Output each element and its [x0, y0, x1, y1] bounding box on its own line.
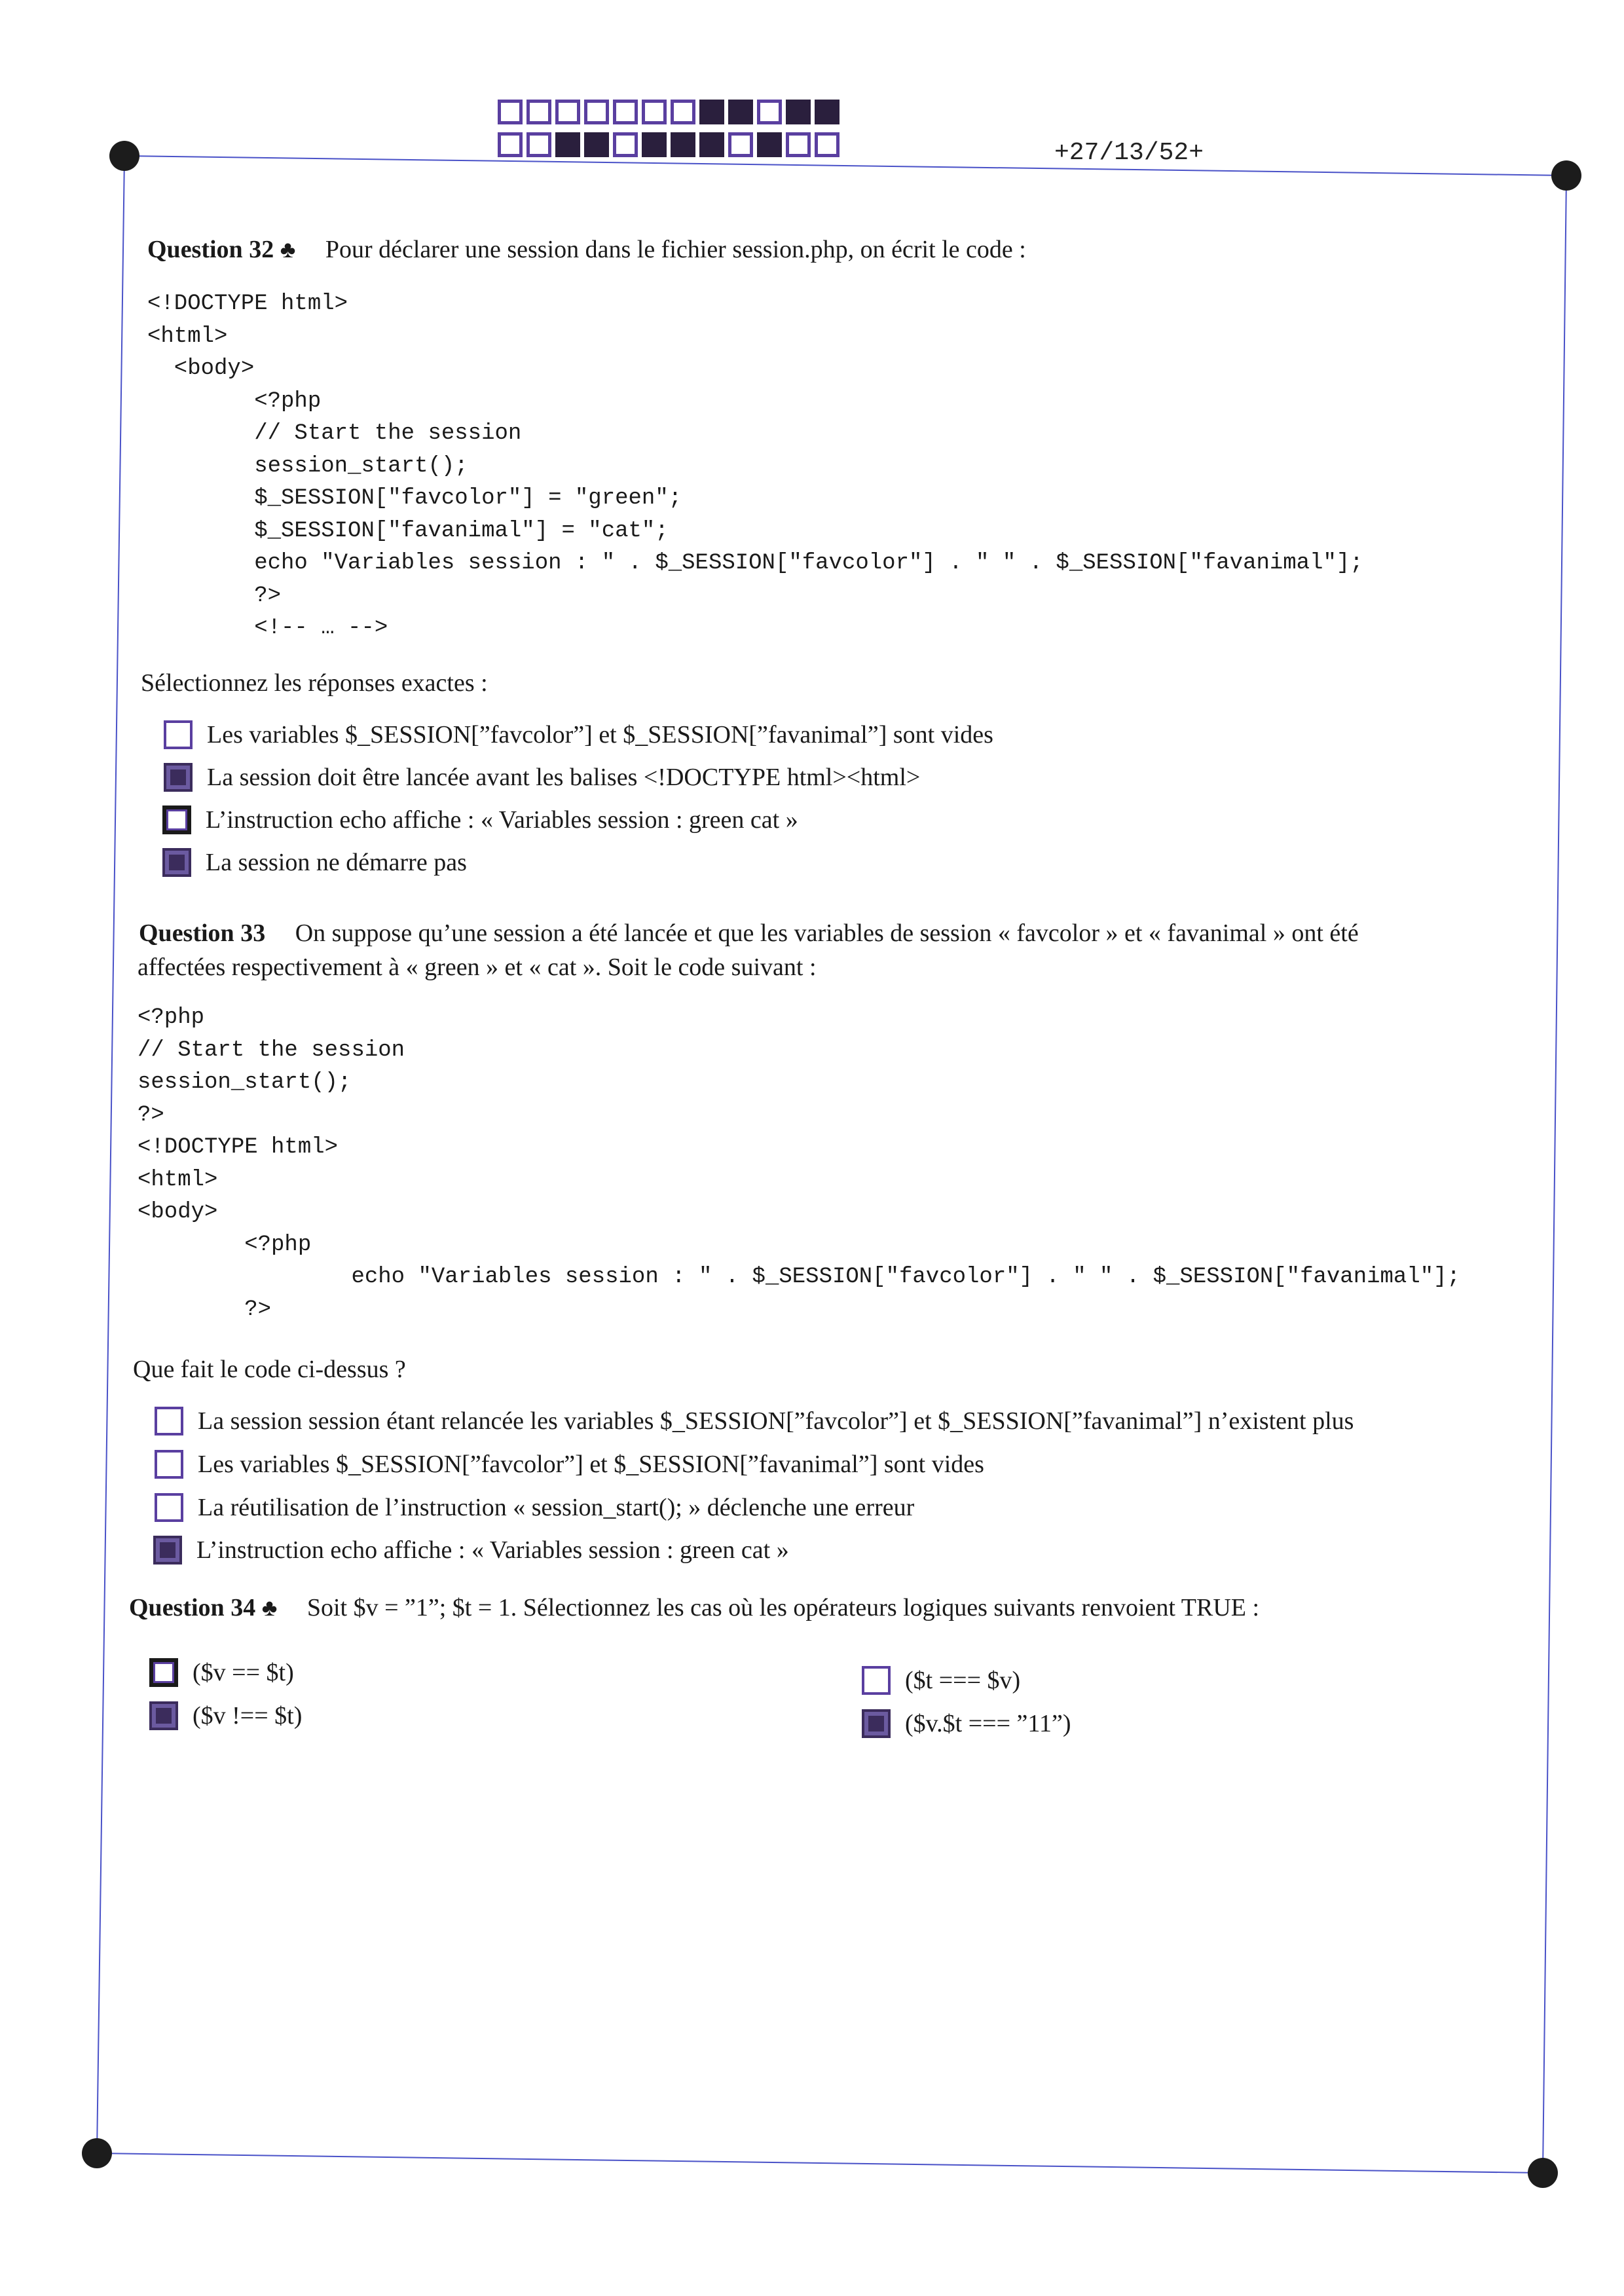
q34-answer-text: ($v.$t === ”11”) — [905, 1710, 1071, 1737]
q34-answer-text: ($v !== $t) — [193, 1702, 303, 1730]
barcode-cell — [555, 100, 580, 124]
barcode-cell — [584, 132, 609, 157]
question-33-text: On suppose qu’une session a été lancée et que les variables de session « favcolor » et « favanimal » ont été — [295, 919, 1359, 947]
q32-answer-text: L’instruction echo affiche : « Variables session : green cat » — [206, 806, 798, 834]
q33-answer[interactable] — [155, 1492, 914, 1523]
barcode-cell — [584, 100, 609, 124]
club-icon: ♣ — [261, 1595, 278, 1621]
q32-answer[interactable] — [164, 762, 920, 793]
corner-marker-top-right — [1551, 160, 1581, 191]
barcode-cell — [671, 132, 695, 157]
q33-answer[interactable] — [155, 1449, 984, 1480]
question-32-code: <!DOCTYPE html> <html> <body> <?php // Start the session session_start(); $_SESSION["favcolor"] = "green"; $_SESSION["favanimal"] = "cat"; echo "Variables session : " . $_SESSION["favcolor"] . " " . $_SESSION["favanimal"]; ?> <!-- … --> — [147, 291, 1363, 640]
question-34-heading — [129, 1591, 1259, 1624]
q32-checkbox[interactable] — [162, 805, 191, 834]
q33-checkbox[interactable] — [155, 1493, 183, 1522]
q32-answer-text: Les variables $_SESSION[”favcolor”] et $_SESSION[”favanimal”] sont vides — [207, 721, 993, 749]
q32-answer[interactable] — [164, 719, 993, 750]
q34-answer[interactable] — [149, 1657, 294, 1688]
q32-checkbox[interactable] — [164, 763, 193, 792]
q34-checkbox[interactable] — [862, 1666, 891, 1695]
question-33-text-continued: affectées respectivement à « green » et « cat ». Soit le code suivant : — [138, 954, 817, 981]
barcode-cell — [786, 132, 811, 157]
sheet-id: +27/13/52+ — [1054, 139, 1204, 167]
question-33-heading — [139, 917, 1359, 950]
q32-checkbox[interactable] — [162, 848, 191, 877]
barcode-cell — [498, 132, 523, 157]
question-34-text: Soit $v = ”1”; $t = 1. Sélectionnez les cas où les opérateurs logiques suivants renvoient TRUE : — [306, 1594, 1260, 1621]
q33-checkbox[interactable] — [155, 1450, 183, 1479]
q34-checkbox[interactable] — [149, 1701, 178, 1730]
q34-answer-text: ($v == $t) — [193, 1659, 294, 1686]
q34-checkbox[interactable] — [149, 1658, 178, 1687]
barcode-cell — [699, 132, 724, 157]
club-icon: ♣ — [280, 236, 296, 263]
q33-checkbox[interactable] — [153, 1536, 182, 1565]
barcode-cell — [786, 100, 811, 124]
barcode-cell — [613, 100, 638, 124]
barcode-cell — [815, 100, 840, 124]
q32-checkbox[interactable] — [164, 720, 193, 749]
question-32-prompt: Sélectionnez les réponses exactes : — [141, 669, 488, 697]
barcode-row-bottom — [498, 132, 843, 157]
barcode-cell — [757, 100, 782, 124]
barcode-cell — [642, 132, 667, 157]
q34-answer[interactable] — [862, 1708, 1071, 1739]
corner-marker-top-left — [109, 141, 139, 171]
q33-answer-text: La réutilisation de l’instruction « session_start(); » déclenche une erreur — [198, 1494, 915, 1521]
barcode-cell — [671, 100, 695, 124]
q32-answer[interactable] — [162, 804, 798, 836]
q32-answer-text: La session ne démarre pas — [206, 849, 467, 876]
q33-answer[interactable] — [153, 1534, 789, 1566]
q34-checkbox[interactable] — [862, 1709, 891, 1738]
q32-answer-text: La session doit être lancée avant les balises <!DOCTYPE html><html> — [207, 764, 921, 791]
barcode-cell — [613, 132, 638, 157]
question-33-code: <?php // Start the session session_start(); ?> <!DOCTYPE html> <html> <body> <?php echo "Variables session : " . $_SESSION["favcolor"] . " " . $_SESSION["favanimal"]; ?> — [138, 1005, 1460, 1322]
q33-checkbox[interactable] — [155, 1407, 183, 1435]
q34-answer-text: ($t === $v) — [905, 1667, 1021, 1694]
question-34-label: Question 34 — [129, 1594, 256, 1621]
q33-answer-text: La session session étant relancée les variables $_SESSION[”favcolor”] et $_SESSION[”favanimal”] n’existent plus — [198, 1407, 1354, 1435]
corner-marker-bottom-right — [1528, 2158, 1558, 2188]
barcode-cell — [757, 132, 782, 157]
question-33-label: Question 33 — [139, 919, 266, 947]
question-33-prompt: Que fait le code ci-dessus ? — [133, 1356, 406, 1383]
question-32-label: Question 32 — [147, 236, 274, 263]
barcode-cell — [526, 100, 551, 124]
q33-answer-text: Les variables $_SESSION[”favcolor”] et $_SESSION[”favanimal”] sont vides — [198, 1451, 984, 1478]
barcode-cell — [728, 100, 753, 124]
q33-answer-text: L’instruction echo affiche : « Variables session : green cat » — [196, 1536, 789, 1564]
barcode-row-top — [498, 100, 843, 124]
question-32-text: Pour déclarer une session dans le fichier session.php, on écrit le code : — [325, 236, 1026, 263]
barcode-cell — [699, 100, 724, 124]
q32-answer[interactable] — [162, 847, 467, 878]
barcode-cell — [815, 132, 840, 157]
barcode-cell — [555, 132, 580, 157]
barcode-cell — [526, 132, 551, 157]
q33-answer[interactable] — [155, 1405, 1354, 1437]
barcode-cell — [642, 100, 667, 124]
q34-answer[interactable] — [862, 1665, 1020, 1696]
barcode-cell — [498, 100, 523, 124]
q34-answer[interactable] — [149, 1700, 302, 1731]
barcode-cell — [728, 132, 753, 157]
question-32-heading — [147, 233, 1026, 266]
corner-marker-bottom-left — [82, 2138, 112, 2168]
